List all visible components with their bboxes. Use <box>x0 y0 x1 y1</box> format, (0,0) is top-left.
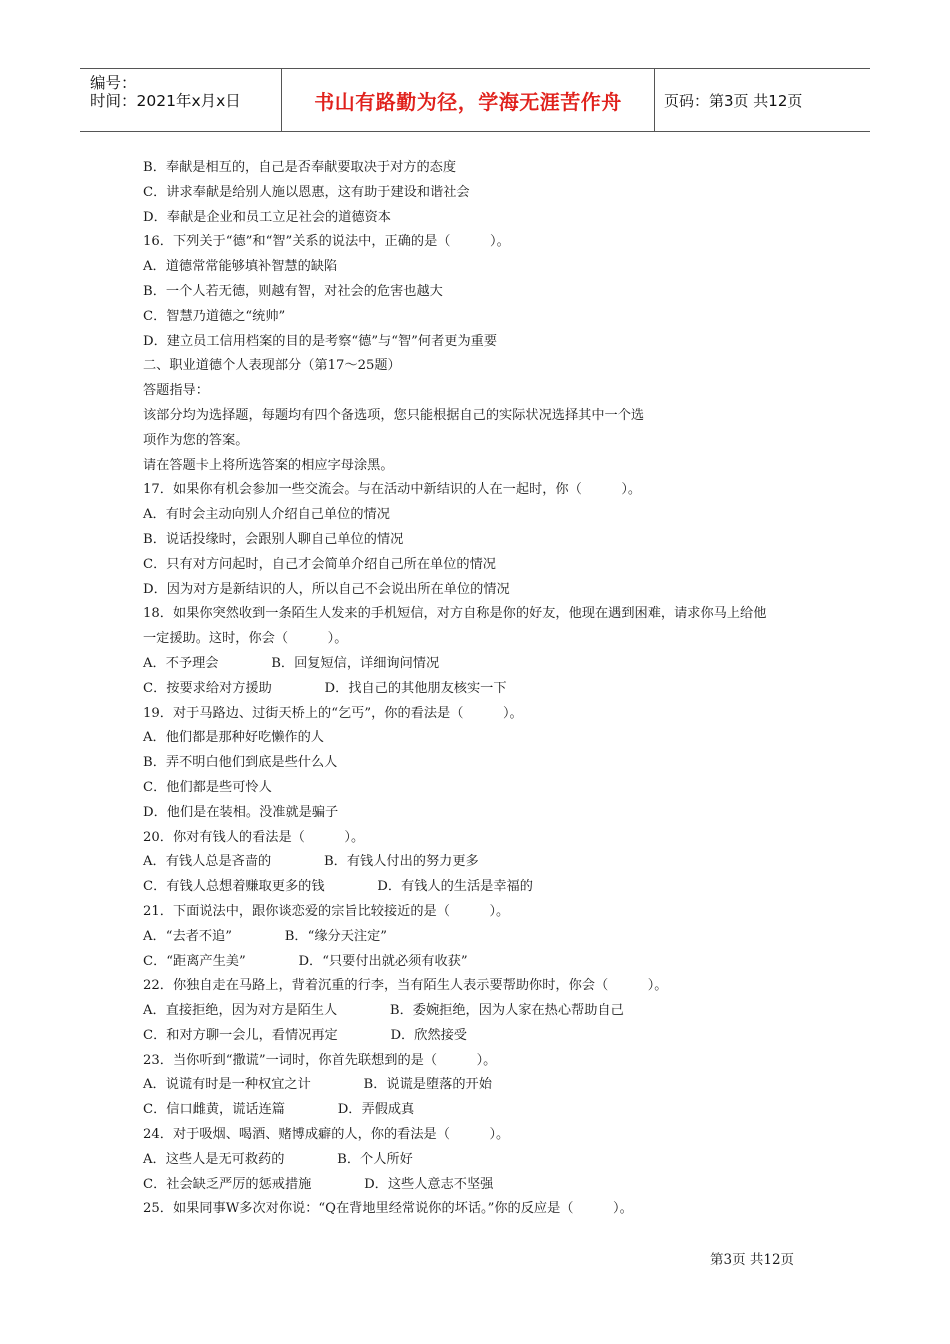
text-line: A．这些人是无可救药的 B．个人所好 <box>143 1151 413 1167</box>
text-line: B．奉献是相互的，自己是否奉献要取决于对方的态度 <box>143 160 457 175</box>
text-line: C．智慧乃道德之“统帅” <box>143 308 286 324</box>
text-line: A．他们都是那种好吃懒作的人 <box>143 730 324 746</box>
text-line: C．有钱人总想着赚取更多的钱 D．有钱人的生活是幸福的 <box>143 879 533 895</box>
text-line: 16．下列关于“德”和“智”关系的说法中，正确的是（ ）。 <box>143 234 510 250</box>
text-line: 20．你对有钱人的看法是（ ）。 <box>143 829 365 845</box>
text-line: C．社会缺乏严厉的惩戒措施 D．这些人意志不坚强 <box>143 1176 494 1192</box>
text-line: 项作为您的答案。 <box>143 432 249 448</box>
text-line: C．“距离产生美” D．“只要付出就必须有收获” <box>143 953 468 969</box>
page-footer: 第3页 共12页 <box>710 1252 795 1268</box>
text-line: B．弄不明白他们到底是些什么人 <box>143 755 338 771</box>
text-line: 一定援助。这时，你会（ ）。 <box>143 631 348 647</box>
text-line: D．因为对方是新结识的人，所以自己不会说出所在单位的情况 <box>143 581 510 597</box>
header-motto: 书山有路勤为径，学海无涯苦作舟 <box>314 89 622 114</box>
text-line: 该部分均为选择题，每题均有四个备选项，您只能根据自己的实际状况选择其中一个选 <box>143 407 645 423</box>
text-line: 24．对于吸烟、喝酒、赌博成癖的人，你的看法是（ ）。 <box>143 1127 510 1143</box>
text-line: 17．如果你有机会参加一些交流会。与在活动中新结识的人在一起时，你（ ）。 <box>143 482 642 498</box>
document-body <box>143 156 823 1222</box>
header-divider <box>654 69 655 131</box>
text-line: C．和对方聊一会儿，看情况再定 D．欣然接受 <box>143 1027 467 1043</box>
text-line: B．说话投缘时，会跟别人聊自己单位的情况 <box>143 531 404 547</box>
serial-number-label: 编号： <box>90 74 137 92</box>
text-line: 二、职业道德个人表现部分（第17～25题） <box>143 358 401 374</box>
text-line: 18．如果你突然收到一条陌生人发来的手机短信，对方自称是你的好友，他现在遇到困难，请求你马上给他 <box>143 606 767 622</box>
text-line: 请在答题卡上将所选答案的相应字母涂黑。 <box>143 457 394 473</box>
text-line: D．建立员工信用档案的目的是考察“德”与“智”何者更为重要 <box>143 333 498 349</box>
text-line: A．道德常常能够填补智慧的缺陷 <box>143 259 338 275</box>
text-line: 23．当你听到“撒谎”一词时，你首先联想到的是（ ）。 <box>143 1052 497 1068</box>
date-label: 时间：2021年x月x日 <box>90 92 241 110</box>
text-line: 21．下面说法中，跟你谈恋爱的宗旨比较接近的是（ ）。 <box>143 903 510 919</box>
text-line: A．有时会主动向别人介绍自己单位的情况 <box>143 507 390 523</box>
text-line: 25．如果同事W多次对你说：“Q在背地里经常说你的坏话。”你的反应是（ ）。 <box>143 1201 633 1217</box>
text-line: C．信口雌黄，谎话连篇 D．弄假成真 <box>143 1102 415 1118</box>
text-line: A．有钱人总是吝啬的 B．有钱人付出的努力更多 <box>143 854 479 870</box>
text-line: A．“去者不追” B．“缘分天注定” <box>143 928 387 944</box>
text-line: 答题指导： <box>143 383 209 399</box>
text-line: 22．你独自走在马路上，背着沉重的行李，当有陌生人表示要帮助你时，你会（ ）。 <box>143 978 668 994</box>
text-line: C．按要求给对方援助 D．找自己的其他朋友核实一下 <box>143 680 507 696</box>
text-line: A．不予理会 B．回复短信，详细询问情况 <box>143 655 440 671</box>
header-meta <box>80 69 281 131</box>
text-line: C．他们都是些可怜人 <box>143 779 272 795</box>
page-header <box>80 68 870 132</box>
text-line: C．讲求奉献是给别人施以恩惠，这有助于建设和谐社会 <box>143 184 470 200</box>
header-page-number: 页码：第3页 共12页 <box>664 91 803 110</box>
text-line: 19．对于马路边、过街天桥上的“乞丐”，你的看法是（ ）。 <box>143 705 523 721</box>
text-line: B．一个人若无德，则越有智，对社会的危害也越大 <box>143 283 443 299</box>
text-line: C．只有对方问起时，自己才会简单介绍自己所在单位的情况 <box>143 556 496 572</box>
text-line: D．奉献是企业和员工立足社会的道德资本 <box>143 209 391 225</box>
text-line: A．直接拒绝，因为对方是陌生人 B．委婉拒绝，因为人家在热心帮助自己 <box>143 1003 624 1019</box>
text-line: A．说谎有时是一种权宜之计 B．说谎是堕落的开始 <box>143 1077 492 1093</box>
text-line: D．他们是在装相。没准就是骗子 <box>143 804 339 820</box>
